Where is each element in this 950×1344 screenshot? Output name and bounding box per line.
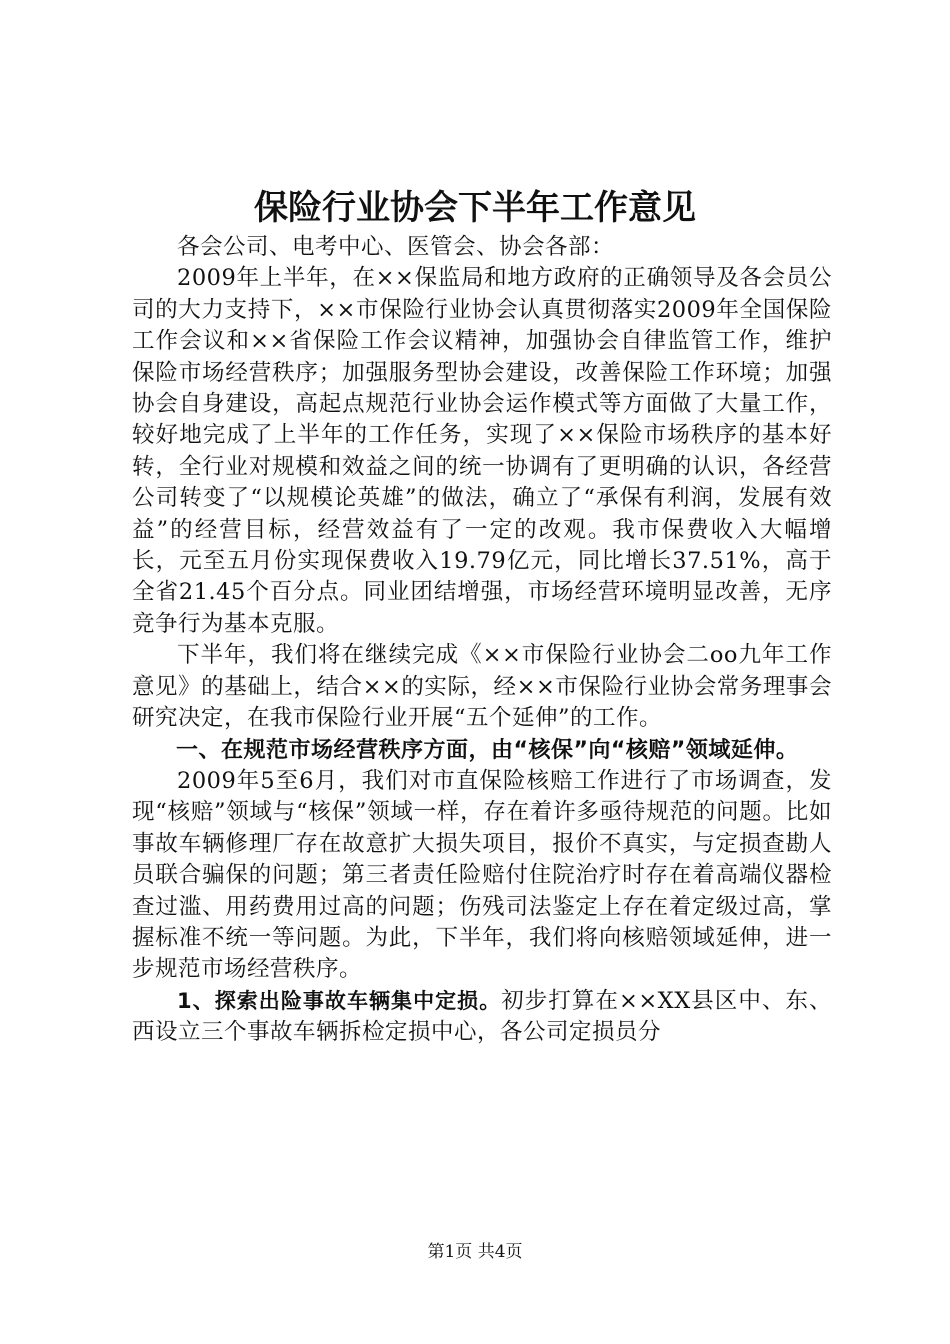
paragraph-second-half-plan: 下半年，我们将在继续完成《××市保险行业协会二oo九年工作意见》的基础上，结合××的实际，经××市保险行业协会常务理事会研究决定，在我市保险行业开展“五个延伸”的工作。 bbox=[132, 642, 832, 732]
section-heading-1: 一、在规范市场经营秩序方面，由“核保”向“核赔”领域延伸。 bbox=[176, 737, 799, 763]
salutation: 各会公司、电考中心、医管会、协会各部： bbox=[177, 234, 615, 260]
paragraph-market-survey: 2009年5至6月，我们对市直保险核赔工作进行了市场调查，发现“核赔”领域与“核保”领域一样，存在着许多亟待规范的问题。比如事故车辆修理厂存在故意扩大损失项目，报价不真实，与定损查勘人员联合骗保的问题；第三者责任险赔付住院治疗时存在着高端仪器检查过滥、用药费用过高的问题；伤残司法鉴定上存在着定级过高，掌握标准不统一等问题。为此，下半年，我们将向核赔领域延伸，进一步规范市场经营秩序。 bbox=[132, 767, 832, 983]
document-title: 保险行业协会下半年工作意见 bbox=[254, 188, 696, 228]
paragraph-first-half-summary: 2009年上半年，在××保监局和地方政府的正确领导及各会员公司的大力支持下，××市保险行业协会认真贯彻落实2009年全国保险工作会议和××省保险工作会议精神，加强协会自律监管工作，维护保险市场经营秩序；加强服务型协会建设，改善保险工作环境；加强协会自身建设，高起点规范行业协会运作模式等方面做了大量工作，较好地完成了上半年的工作任务，实现了××保险市场秩序的基本好转，全行业对规模和效益之间的统一协调有了更明确的认识，各经营公司转变了“以规模论英雄”的做法，确立了“承保有利润，发展有效益”的经营目标，经营效益有了一定的改观。我市保费收入大幅增长，元至五月份实现保费收入19.79亿元，同比增长37.51%，高于全省21.45个百分点。同业团结增强，市场经营环境明显改善，无序竞争行为基本克服。 bbox=[132, 265, 832, 637]
document-body bbox=[132, 232, 832, 1049]
list-item-1 bbox=[132, 986, 832, 1049]
list-item-1-text: 初步打算在××XX县区中、东、西设立三个事故车辆拆检定损中心，各公司定损员分 bbox=[132, 987, 832, 1046]
list-item-1-lead: 1、探索出险事故车辆集中定损。 bbox=[177, 988, 502, 1013]
page-footer: 第1页 共4页 bbox=[427, 1242, 523, 1262]
